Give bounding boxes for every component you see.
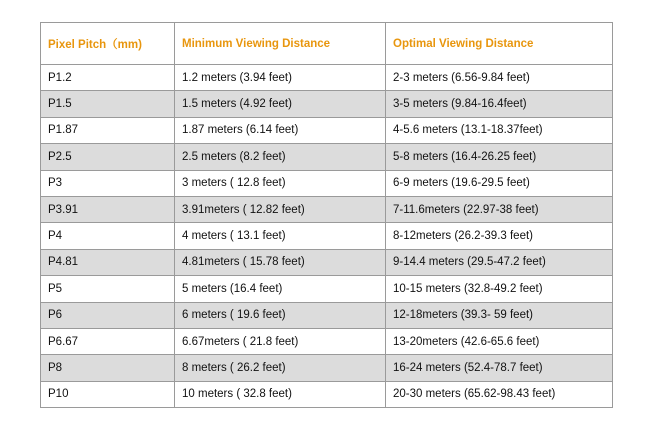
cell-pixel-pitch: P5 xyxy=(41,276,175,302)
table-row xyxy=(41,196,613,222)
table-row xyxy=(41,170,613,196)
table-row xyxy=(41,249,613,275)
cell-optimal-distance: 5-8 meters (16.4-26.25 feet) xyxy=(386,144,613,170)
cell-minimum-distance: 1.2 meters (3.94 feet) xyxy=(175,65,386,91)
cell-minimum-distance: 6 meters ( 19.6 feet) xyxy=(175,302,386,328)
cell-minimum-distance: 3.91meters ( 12.82 feet) xyxy=(175,196,386,222)
cell-minimum-distance: 1.87 meters (6.14 feet) xyxy=(175,117,386,143)
cell-pixel-pitch: P1.5 xyxy=(41,91,175,117)
cell-optimal-distance: 6-9 meters (19.6-29.5 feet) xyxy=(386,170,613,196)
table-row xyxy=(41,355,613,381)
cell-pixel-pitch: P1.87 xyxy=(41,117,175,143)
cell-pixel-pitch: P4 xyxy=(41,223,175,249)
table-row xyxy=(41,223,613,249)
cell-minimum-distance: 2.5 meters (8.2 feet) xyxy=(175,144,386,170)
cell-optimal-distance: 9-14.4 meters (29.5-47.2 feet) xyxy=(386,249,613,275)
cell-pixel-pitch: P3 xyxy=(41,170,175,196)
table-body xyxy=(41,65,613,408)
table-row xyxy=(41,302,613,328)
header-pixel-pitch: Pixel Pitch（mm) xyxy=(41,23,175,65)
cell-minimum-distance: 8 meters ( 26.2 feet) xyxy=(175,355,386,381)
cell-pixel-pitch: P2.5 xyxy=(41,144,175,170)
cell-optimal-distance: 3-5 meters (9.84-16.4feet) xyxy=(386,91,613,117)
table-header xyxy=(41,23,613,65)
cell-pixel-pitch: P6.67 xyxy=(41,328,175,354)
table-row xyxy=(41,328,613,354)
header-optimal-viewing-distance: Optimal Viewing Distance xyxy=(386,23,613,65)
cell-minimum-distance: 10 meters ( 32.8 feet) xyxy=(175,381,386,407)
table-row xyxy=(41,276,613,302)
cell-pixel-pitch: P6 xyxy=(41,302,175,328)
cell-optimal-distance: 2-3 meters (6.56-9.84 feet) xyxy=(386,65,613,91)
cell-minimum-distance: 1.5 meters (4.92 feet) xyxy=(175,91,386,117)
cell-optimal-distance: 8-12meters (26.2-39.3 feet) xyxy=(386,223,613,249)
cell-optimal-distance: 16-24 meters (52.4-78.7 feet) xyxy=(386,355,613,381)
table-row xyxy=(41,144,613,170)
cell-optimal-distance: 12-18meters (39.3- 59 feet) xyxy=(386,302,613,328)
cell-optimal-distance: 7-11.6meters (22.97-38 feet) xyxy=(386,196,613,222)
table-row xyxy=(41,381,613,407)
viewing-distance-table-container xyxy=(40,22,612,408)
cell-minimum-distance: 6.67meters ( 21.8 feet) xyxy=(175,328,386,354)
header-row xyxy=(41,23,613,65)
table-row xyxy=(41,91,613,117)
cell-minimum-distance: 4 meters ( 13.1 feet) xyxy=(175,223,386,249)
cell-optimal-distance: 4-5.6 meters (13.1-18.37feet) xyxy=(386,117,613,143)
cell-pixel-pitch: P10 xyxy=(41,381,175,407)
cell-pixel-pitch: P8 xyxy=(41,355,175,381)
cell-pixel-pitch: P4.81 xyxy=(41,249,175,275)
cell-minimum-distance: 4.81meters ( 15.78 feet) xyxy=(175,249,386,275)
cell-optimal-distance: 13-20meters (42.6-65.6 feet) xyxy=(386,328,613,354)
table-row xyxy=(41,65,613,91)
viewing-distance-table xyxy=(40,22,613,408)
cell-pixel-pitch: P3.91 xyxy=(41,196,175,222)
cell-minimum-distance: 3 meters ( 12.8 feet) xyxy=(175,170,386,196)
cell-pixel-pitch: P1.2 xyxy=(41,65,175,91)
table-row xyxy=(41,117,613,143)
header-minimum-viewing-distance: Minimum Viewing Distance xyxy=(175,23,386,65)
cell-minimum-distance: 5 meters (16.4 feet) xyxy=(175,276,386,302)
cell-optimal-distance: 20-30 meters (65.62-98.43 feet) xyxy=(386,381,613,407)
cell-optimal-distance: 10-15 meters (32.8-49.2 feet) xyxy=(386,276,613,302)
